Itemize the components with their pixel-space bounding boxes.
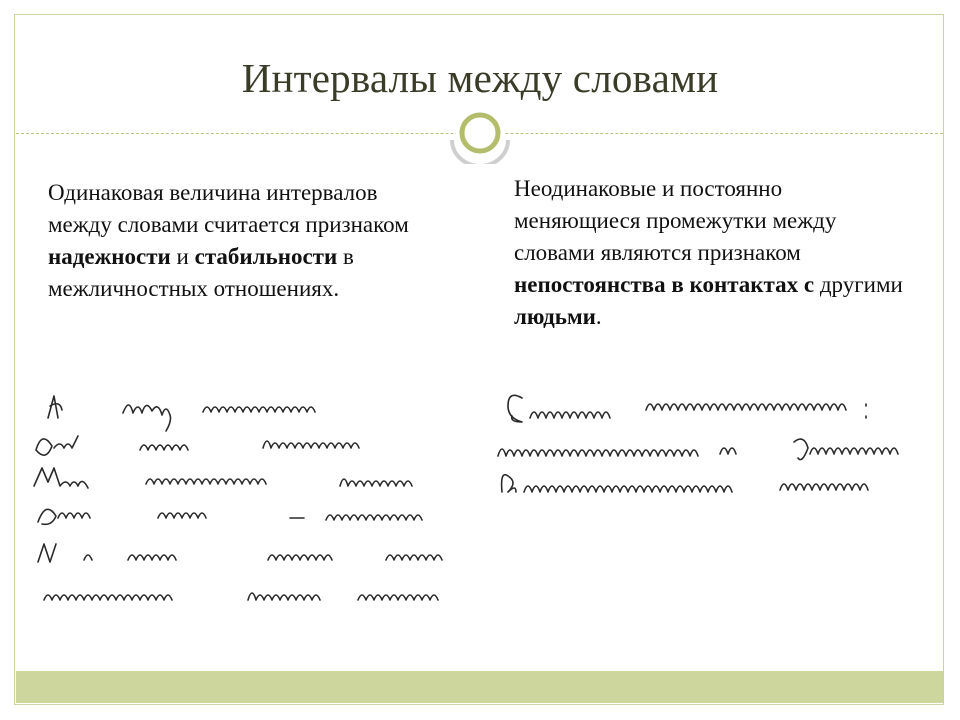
handwriting-line (44, 593, 438, 600)
right-text-part-2: другими (814, 272, 903, 297)
right-bold-people: людьми (514, 304, 596, 329)
left-text-part-3: в межличностных отношениях. (48, 244, 354, 301)
left-description (48, 177, 428, 305)
handwriting-line (502, 475, 868, 492)
right-text-part-3: . (595, 304, 602, 329)
footer-band (16, 671, 943, 703)
handwriting-sample-uneven (494, 380, 914, 510)
right-text-part-1: Неодинаковые и постоянно меняющиеся промежутки между словами являются признаком (514, 176, 837, 265)
handwriting-line (508, 395, 866, 422)
handwriting-line (36, 436, 359, 455)
right-description (514, 173, 909, 333)
handwriting-sample-even (28, 378, 448, 618)
left-text-part-2: и (170, 244, 195, 269)
handwriting-line (34, 468, 412, 488)
left-bold-reliability: надежности (48, 244, 171, 269)
circle-ornament-icon (446, 104, 514, 164)
right-bold-inconstancy: непостоянства в контактах с (514, 272, 815, 297)
left-bold-stability: стабильности (194, 244, 338, 269)
slide-title: Интервалы между словами (241, 55, 719, 101)
handwriting-line (48, 396, 315, 431)
handwriting-line (498, 439, 898, 460)
left-text-part-1: Одинаковая величина интервалов между словами считается признаком (48, 180, 409, 237)
handwriting-line (38, 509, 422, 524)
handwriting-line (38, 544, 442, 562)
